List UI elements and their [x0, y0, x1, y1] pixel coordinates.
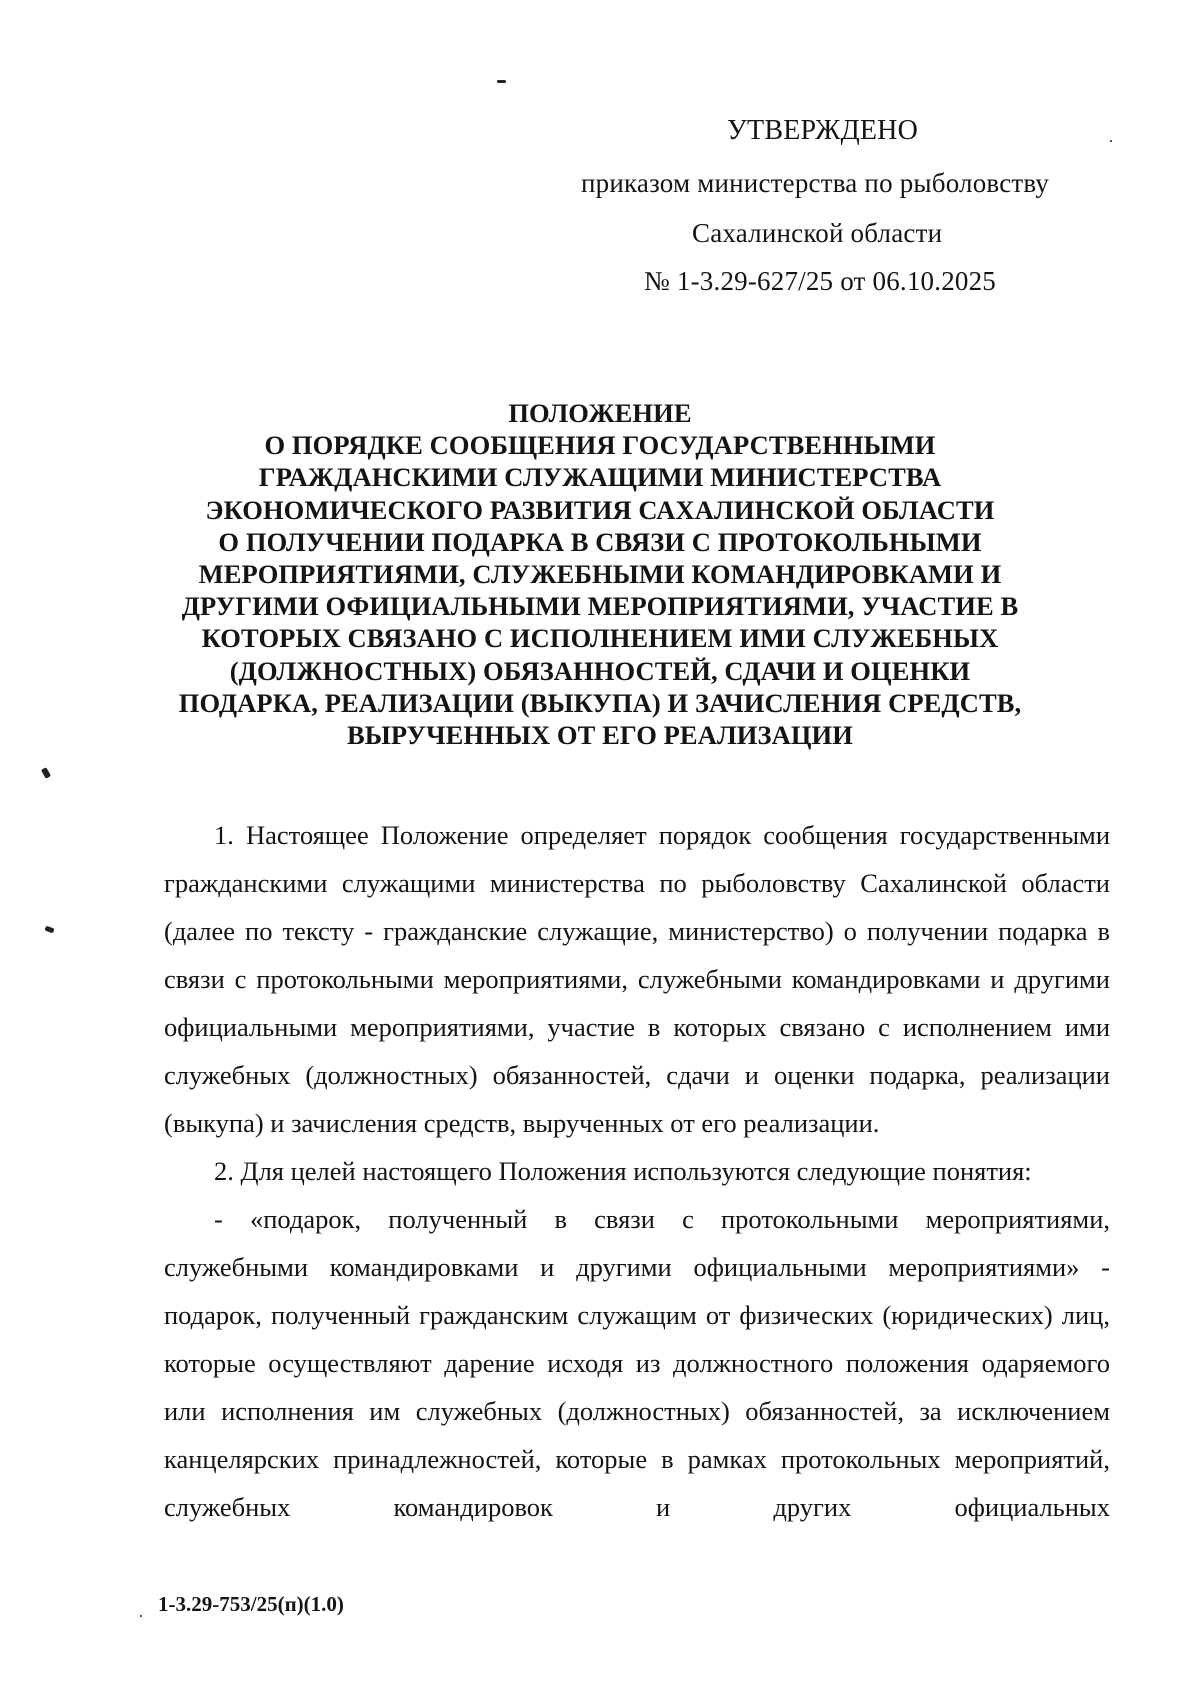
- title-line: ПОЛОЖЕНИЕ: [508, 398, 692, 428]
- paragraph-3: - «подарок, полученный в связи с протокольными мероприятиями, служебными командировками и другими официальными мероприятиями» - подарок, полученный гражданским служащим от физических (юридических) лиц, которые осуществляют дарение исходя из должностного положения одаряемого или исполнения им служебных (должностных) обязанностей, за исключением канцелярских принадлежностей, которые в рамках протокольных мероприятий, служебных командировок и других официальных: [164, 1204, 1110, 1522]
- scan-speck: [44, 926, 54, 934]
- document-title: [150, 397, 1050, 751]
- approval-order-line: приказом министерства по рыболовству: [581, 168, 1050, 198]
- title-line: (ДОЛЖНОСТНЫХ) ОБЯЗАННОСТЕЙ, СДАЧИ И ОЦЕНКИ: [229, 655, 971, 686]
- paragraph-1: 1. Настоящее Положение определяет порядок сообщения государственными гражданскими служащими министерства по рыболовству Сахалинской области (далее по тексту - гражданские служащие, министерство) о получении подарка в связи с протокольными мероприятиями, служебными командировками и другими официальными мероприятиями, участие в которых связано с исполнением ими служебных (должностных) обязанностей, сдачи и оценки подарка, реализации (выкупа) и зачисления средств, вырученных от его реализации.: [164, 820, 1110, 1138]
- document-body: [164, 811, 1110, 1531]
- title-line: КОТОРЫХ СВЯЗАНО С ИСПОЛНЕНИЕМ ИМИ СЛУЖЕБНЫХ: [201, 623, 999, 654]
- title-line: О ПОРЯДКЕ СООБЩЕНИЯ ГОСУДАРСТВЕННЫМИ: [264, 430, 936, 461]
- approval-region-line: Сахалинской области: [692, 218, 943, 248]
- approval-title: УТВЕРЖДЕНО: [727, 115, 919, 146]
- scan-speck: [140, 1615, 142, 1617]
- document-code: 1-3.29-753/25(п)(1.0): [158, 1592, 344, 1616]
- title-line: МЕРОПРИЯТИЯМИ, СЛУЖЕБНЫМИ КОМАНДИРОВКАМИ И: [198, 559, 1002, 590]
- title-line: ЭКОНОМИЧЕСКОГО РАЗВИТИЯ САХАЛИНСКОЙ ОБЛАСТИ: [205, 494, 995, 525]
- approval-number-line: № 1-3.29-627/25 от 06.10.2025: [644, 266, 996, 296]
- title-line: ПОДАРКА, РЕАЛИЗАЦИИ (ВЫКУПА) И ЗАЧИСЛЕНИЯ СРЕДСТВ,: [178, 687, 1022, 718]
- paragraph-2: 2. Для целей настоящего Положения используются следующие понятия:: [214, 1156, 1032, 1186]
- scan-speck: [41, 767, 51, 779]
- scan-speck: [1110, 140, 1112, 142]
- title-line: ГРАЖДАНСКИМИ СЛУЖАЩИМИ МИНИСТЕРСТВА: [258, 462, 942, 493]
- scan-speck: [497, 80, 506, 83]
- title-line: ДРУГИМИ ОФИЦИАЛЬНЫМИ МЕРОПРИЯТИЯМИ, УЧАСТИЕ В: [181, 591, 1019, 622]
- title-line: О ПОЛУЧЕНИИ ПОДАРКА В СВЯЗИ С ПРОТОКОЛЬНЫМИ: [218, 526, 982, 557]
- title-line: ВЫРУЧЕННЫХ ОТ ЕГО РЕАЛИЗАЦИИ: [347, 720, 853, 751]
